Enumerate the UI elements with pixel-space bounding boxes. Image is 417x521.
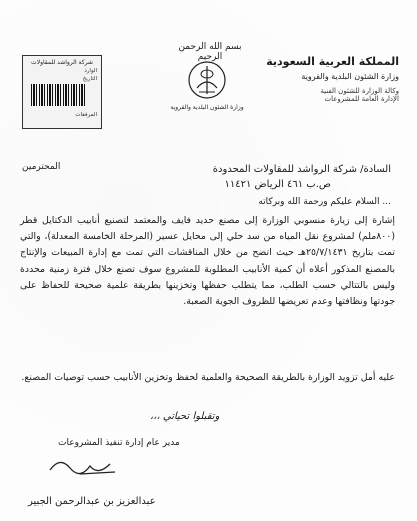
- ministry-sub: وزارة الشئون البلدية والقروية: [301, 72, 399, 81]
- stamp-line-2: التاريخ: [82, 76, 97, 82]
- signatory-title: مدير عام إدارة تنفيذ المشروعات: [58, 438, 180, 448]
- incoming-stamp: [22, 55, 102, 129]
- ministry-emblem-icon: [185, 58, 229, 102]
- signature-mark: [40, 452, 130, 482]
- ministry-name: المملكة العربية السعودية: [266, 55, 399, 68]
- ministry-header: [259, 55, 399, 103]
- bismillah: بسم الله الرحمن الرحيم: [178, 42, 242, 62]
- addressee: [51, 162, 391, 192]
- dept-line-2: الإدارة العامة للمشروعات: [324, 95, 399, 103]
- body-paragraph-2: عليه أمل تزويد الوزارة بالطريقة الصحيحة والعلمية لحفظ وتخزين الأنابيب حسب توصيات المصنع.: [21, 372, 395, 383]
- emblem-caption: وزارة الشئون البلدية والقروية: [170, 104, 244, 111]
- barcode: [31, 84, 86, 106]
- closing: وتقبلوا تحياتي ،،،: [150, 411, 220, 422]
- greeting: السلام عليكم ورحمة الله وبركاته ...: [258, 197, 391, 207]
- stamp-line-3: المرفقات: [75, 112, 97, 118]
- signatory-name: عبدالعزيز بن عبدالرحمن الجبير: [28, 496, 156, 507]
- stamp-title: شركة الرواشد للمقاولات: [31, 59, 93, 66]
- addressee-line-1: السادة/ شركة الرواشد للمقاولات المحدودة: [212, 164, 391, 175]
- addressee-line-2: ص.ب ٤٦١ الرياض ١١٤٢١: [224, 179, 331, 190]
- dept-line-1: وكالة الوزارة للشئون الفنية: [320, 87, 399, 95]
- honorific: المحترمين: [22, 162, 61, 172]
- stamp-line-1: الوارد: [84, 68, 97, 74]
- body-paragraph-1: إشارة إلى زيارة منسوبي الوزارة إلى مصنع حديد فايف والمعتمد لتصنيع أنابيب الدكتايل قطر (٨٠٠ملم) لمشروع نقل المياه من سد حلي إلى محايل عسير (المرحلة الخامسة المعدلة)، والتي تمت بتاريخ ٢٥/٧/١٤٣١هـ حيث اتضح من خلال المناقشات التي تمت مع إدارة المبيعات والإنتاج بالمصنع المذكور أعلاه أن كمية الأنابيب المطلوبة للمشروع سوف تصنع خلال فترة زمنية محددة وليس بالتتالي حسب الطلب، مما يتطلب حفظها وتخزينها بطريقة علمية صحيحة للحفاظ على جودتها ونظافتها وعدم تعريضها للظروف الجوية الصعبة.: [20, 215, 395, 308]
